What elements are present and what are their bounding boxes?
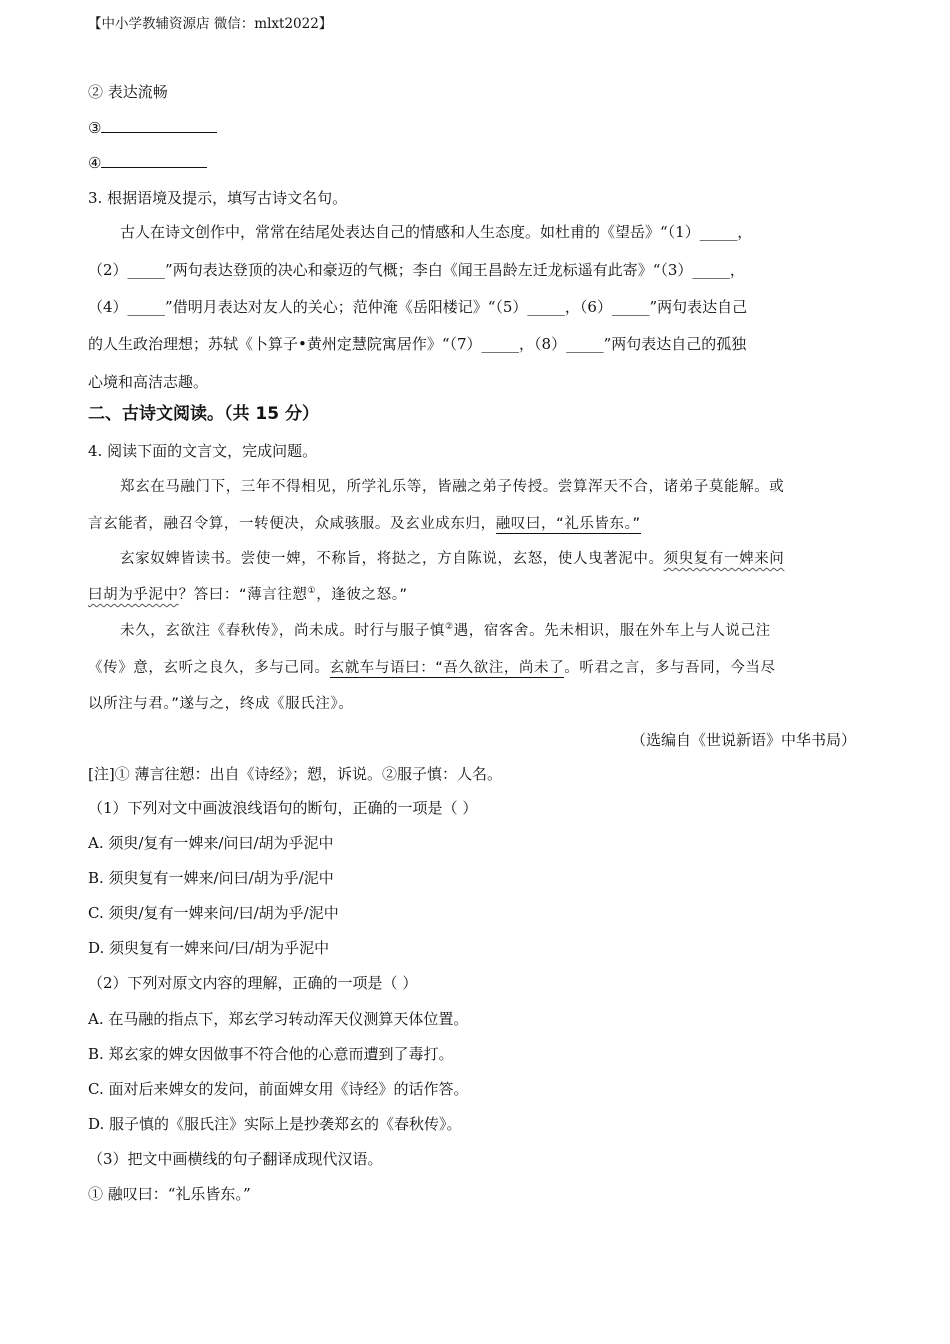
option-2a: A. 在马融的指点下，郑玄学习转动浑天仪测算天体位置。 [88, 1010, 469, 1028]
wavy-sentence-part-1: 须臾复有一婢来问 [663, 551, 785, 567]
footnotes: [注]① 薄言往愬：出自《诗经》；愬，诉说。②服子慎：人名。 [88, 765, 502, 783]
passage-p1-text: 言玄能者，融召令算，一转便决，众咸骇服。及玄业成东归， [88, 516, 496, 532]
passage-p2-text: 玄家奴婢皆读书。尝使一婢，不称旨，将挞之，方自陈说，玄怒，使人曳著泥中。 [120, 551, 664, 567]
question-3-line-2: （2）_____”两句表达登顶的决心和豪迈的气概；李白《闻王昌龄左迁龙标遥有此寄》“（3）_____， [88, 261, 745, 279]
passage-p1-line-1: 郑玄在马融门下，三年不得相见，所学礼乐等，皆融之弟子传授。尝算浑天不合，诸弟子莫能解。或 [120, 479, 785, 495]
passage-p3-line-3: 以所注与君。”遂与之，终成《服氏注》。 [88, 696, 354, 712]
answer-item-4-label: ④ [88, 154, 102, 172]
passage-p2-text-2: ？答曰：“薄言往愬 [178, 587, 308, 603]
passage-p3-text-4: 。听君之言，多与吾同，今当尽 [564, 660, 776, 676]
question-3-line-1: 古人在诗文创作中，常常在结尾处表达自己的情感和人生态度。如杜甫的《望岳》“（1）_____， [120, 223, 753, 241]
option-2d: D. 服子慎的《服氏注》实际上是抄袭郑玄的《春秋传》。 [88, 1115, 462, 1133]
sub-question-1: （1）下列对文中画波浪线语句的断句，正确的一项是（ ） [88, 799, 478, 817]
answer-blank-3 [101, 117, 217, 133]
question-3-stem: 3. 根据语境及提示，填写古诗文名句。 [88, 189, 348, 207]
passage-p3-text-3: 《传》意，玄听之良久，多与己同。 [88, 660, 330, 676]
sub-question-3-item-1: ① 融叹曰：“礼乐皆东。” [88, 1185, 251, 1203]
option-2b: B. 郑玄家的婢女因做事不符合他的心意而遭到了毒打。 [88, 1045, 454, 1063]
passage-p2-line-1 [120, 549, 784, 569]
answer-blank-4 [101, 152, 207, 168]
passage-p3-text: 未久，玄欲注《春秋传》，尚未成。时行与服子慎 [120, 623, 445, 639]
passage-p3-text-2: 遇，宿客舍。先未相识，服在外车上与人说己注 [453, 623, 771, 639]
answer-item-3-label: ③ [88, 119, 102, 137]
option-2c: C. 面对后来婢女的发问，前面婢女用《诗经》的话作答。 [88, 1080, 469, 1098]
page-header: 【中小学教辅资源店 微信：mlxt2022】 [88, 16, 333, 32]
option-1d: D. 须臾复有一婢来问/曰/胡为乎泥中 [88, 939, 330, 957]
answer-item-4 [88, 152, 207, 173]
passage-p2-text-3: ，逢彼之怒。” [316, 587, 408, 603]
question-4-stem: 4. 阅读下面的文言文，完成问题。 [88, 442, 318, 460]
option-1b: B. 须臾复有一婢来/问曰/胡为乎/泥中 [88, 869, 334, 887]
question-3-line-5: 心境和高洁志趣。 [88, 373, 209, 391]
wavy-sentence-part-2: 曰胡为乎泥中 [88, 587, 179, 603]
passage-p2-line-2 [88, 585, 408, 605]
option-1c: C. 须臾/复有一婢来问/曰/胡为乎/泥中 [88, 904, 339, 922]
option-1a: A. 须臾/复有一婢来/问曰/胡为乎泥中 [88, 834, 334, 852]
sub-question-2: （2）下列对原文内容的理解，正确的一项是（ ） [88, 974, 418, 992]
passage-source: （选编自《世说新语》中华书局） [630, 731, 856, 749]
question-3-line-4: 的人生政治理想；苏轼《卜算子•黄州定慧院寓居作》“（7）_____，（8）_____”两句表达自己的孤独 [88, 335, 747, 353]
underlined-sentence-2: 玄就车与语曰：“吾久欲注，尚未了 [329, 660, 565, 676]
underlined-sentence-1: 融叹曰，“礼乐皆东。” [495, 516, 641, 532]
footnote-mark-2: ② [444, 622, 454, 633]
answer-item-2: ② 表达流畅 [88, 83, 168, 101]
sub-question-3: （3）把文中画横线的句子翻译成现代汉语。 [88, 1150, 383, 1168]
passage-p1-line-2 [88, 514, 641, 534]
passage-p3-line-2 [88, 658, 776, 678]
passage-p3-line-1 [120, 621, 771, 641]
question-3-line-3: （4）_____”借明月表达对友人的关心；范仲淹《岳阳楼记》“（5）_____，（6）_____”两句表达自己 [88, 298, 748, 316]
answer-item-3 [88, 117, 217, 138]
section-2-title: 二、古诗文阅读。（共 15 分） [88, 404, 319, 424]
footnote-mark-1: ① [307, 586, 317, 597]
